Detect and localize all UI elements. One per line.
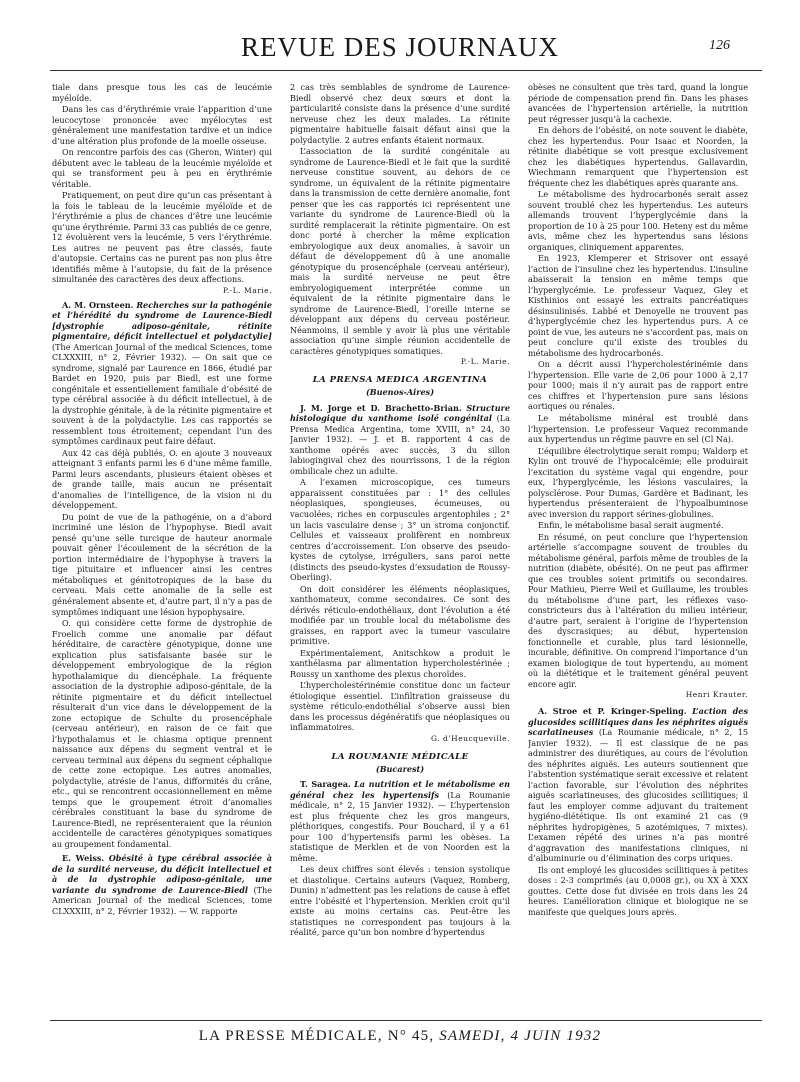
article-body: (La Prensa Medica Argentina, tome XVIII, n° 24, 30 Janvier 1932). — J. et B. rapportent 4 cas de xanthome opérés avec succès, 3 du sillon labiogingival chez des nourrissons, 1 de la région ombilicale chez un adulte. [290, 413, 510, 476]
article-title: La nutrition et le métabolisme en général chez les hypertensifs [290, 779, 510, 800]
column-3 [528, 82, 748, 1002]
signature: Henri Krauter. [685, 690, 748, 700]
paragraph: Aux 42 cas déjà publiés, O. en ajoute 3 nouveaux atteignant 3 enfants parmi les 6 d’une même famille. Parmi leurs ascendants, plusieurs étaient obèses et de grande taille, mais aucun ne présentait d’anomalies de l’intelligence, de la vision ni du développement. [52, 447, 272, 511]
footer-rule [50, 1020, 762, 1021]
article-author: A. M. Ornsteen. [62, 299, 134, 310]
article-weiss [52, 853, 272, 916]
section-heading: LA ROUMANIE MÉDICALE [331, 751, 469, 762]
article-ornsteen [52, 300, 272, 447]
paragraph: Le métabolisme minéral est troublé dans l’hypertension. Le professeur Vaquez recommande aux hypertendus un régime pauvre en sel (Cl Na). [528, 412, 748, 445]
paragraph: L’association de la surdité congénitale au syndrome de Laurence-Biedl et le fait que la surdité nerveuse constitue souvent, au dehors de ce syndrome, un équivalent de la rétinite pigmentaire dans la transmission de cette dernière anomalie, font penser que les cas rapportés ici représentent une variante du syndrome de Laurence-Biedl où la surdité remplacerait la rétinite pigmentaire. On est donc porté à chercher la même explication embryologique aux deux anomalies, à savoir un défaut de développement dû à une anomalie génotypique du prosencéphale (cerveau antérieur), mais la surdité nerveuse ne peut être embryologiquement interprétée comme un équivalent de la rétinite pigmentaire dans le syndrome de Laurence-Biedl, l’oreille interne se développant aux dépens du cerveau postérieur. Néanmoins, il semble y avoir là plus une véritable association qu’une simple réunion accidentelle de caractères génotypiques somatiques. [290, 146, 510, 356]
paragraph: Enfin, le métabolisme basal serait augmenté. [538, 520, 724, 531]
article-title: Recherches sur la pathogénie et l’hérédité du syndrome de Laurence-Biedl [dystrophie adiposo-génitale, rétinite pigmentaire, déficit intellectuel et polydactylie] [52, 299, 272, 342]
paragraph: Le métabolisme des hydrocarbonés serait assez souvent troublé chez les hypertendus. Les auteurs allemands trouvent l’hyperglycémie dans la proportion de 10 à 25 pour 100. Heteny est du même avis, même chez les hypertendus sans lésions organiques, cliniquement apparentes. [528, 189, 748, 252]
paragraph: En 1923, Klemperer et Strisover ont essayé l’action de l’insuline chez les hypertendus. L’insuline abaisserait la tension en même temps que l’hyperglycémie. Le professeur Vaquez, Gley et Kisthinios ont essayé les extraits pancréatiques désinsulinisés. Labbé et Denoyelle ne trouvent pas d’hyperglycémie chez les hypertendus purs. A ce point de vue, les auteurs ne s’accordent pas, mais on peut conclure qu’il existe des troubles du métabolisme des hydrocarbonés. [528, 253, 748, 358]
paragraph: Les deux chiffres sont élevés : tension systolique et diastolique. Certains auteurs (Vaquez, Romberg, Dunin) n’admettent pas les relations de cause à effet entre l’obésité et l’hypertension. Merklen croit qu’il existe au moins certains cas. Peut-être les statistiques ne correspondent pas toujours à la réalité, parce qu’un bon nombre d’hypertendus [290, 864, 510, 938]
paragraph: O. qui considère cette forme de dystrophie de Froelich comme une anomalie par défaut héréditaire, de caractère génotypique, donne une explication plus satisfaisante basée sur le développement embryologique de la région hypothalamique du diencéphale. La fréquente association de la dystrophie adiposo-génitale, de la rétinite pigmentaire et du déficit intellectuel résulterait d’un vice dans le développement de la zone ectopique de Schulte du prosencéphale (cerveau antérieur), en raison de ce fait que l’hypothalamus et le chiasma optique prennent naissance aux dépens du segment ventral et le cerveau terminal aux dépens du segment céphalique de cette zone ectopique. Les autres anomalies, polydactylie, atrésie de l’anus, difformités du crâne, etc., qui se rencontrent occasionnellement en même temps que le groupement étroit d’anomalies cérébrales constituant la base du syndrome de Laurence-Biedl, ne représenteraient que la réunion accidentelle de caractères génotypiques somatiques au groupement fondamental. [52, 618, 272, 849]
section-subheading: (Buenos-Aires) [365, 387, 435, 398]
signature: P.-L. Marie. [460, 357, 510, 367]
article-author: E. Weiss. [62, 853, 105, 864]
paragraph: Du point de vue de la pathogénie, on a d’abord incriminé une lésion de l’hypophyse. Biedl avait pensé qu’une selle turcique de hauteur anormale pouvait gêner l’écoulement de la sécrétion de la portion intermédiaire de l’hypophyse à travers la tige pituitaire et influencer ainsi les centres métaboliques et génitotropiques de la base du cerveau. Mais cette anomalie de la selle est généralement absente et, d’autre part, il n’y a pas de symptômes indiquant une lésion hypophysaire. [52, 511, 272, 617]
paragraph: On rencontre parfois des cas (Gheron, Winter) qui débutent avec le tableau de la leucémie myéloïde et qui se transforment peu à peu en érythrémie véritable. [52, 147, 272, 189]
paragraph: 2 cas très semblables de syndrome de Laurence-Biedl observé chez deux sœurs et dont la particularité consiste dans la présence d’une surdité nerveuse chez les deux malades. La rétinite pigmentaire habituelle faisait défaut ainsi que la polydactylie. 2 autres enfants étaient normaux. [290, 82, 510, 145]
article-body: (The American Journal of the medical Sciences, tome CLXXXIII, n° 2, Février 1932). — W. rapporte [52, 884, 272, 916]
paragraph: A l’examen microscopique, ces tumeurs apparaissent constituées par : 1° des cellules néoplasiques, spongieuses, écumeuses, ou vacuolées, riches en corpuscules argentophiles ; 2° un lacis vasculaire dense ; 3° un stroma conjonctif. Cellules et vaisseaux prolifèrent en nombreux centres d’accroissement. L’on observe des pseudo-kystes de cytolyse, irréguliers, sans paroi nette (distincts des pseudo-kystes d’exsudation de Roussy-Oberling). [290, 477, 510, 583]
section-subheading: (Bucarest) [375, 763, 425, 774]
paragraph: obèses ne consultent que très tard, quand la longue période de compensation prend fin. Dans les phases avancées de l’hypertension artérielle, la nutrition peut régresser jusqu’à la cachexie. [528, 82, 748, 124]
signature: G. d’Heucqueville. [430, 733, 510, 743]
page-footer [40, 1028, 760, 1045]
article-body: (The American Journal of the medical Sciences, tome CLXXXIII, n° 2, Février 1932). — On sait que ce syndrome, signalé par Laurence en 1866, étudié par Bardet en 1920, puis par Biedl, est une forme congénitale et essentiellement familiale d’obésité de type cérébral associée à du déficit intellectuel, à de la dystrophie génitale, à de la rétinite pigmentaire et souvent à de la polydactylie. Les cas rapportés se ressemblent tous étroitement; cependant l’un des symptômes cardinaux peut faire défaut. [52, 341, 272, 447]
article-author: T. Saragea. [300, 779, 351, 790]
article-author: J. M. Jorge et D. Brachetto-Brian. [300, 402, 462, 413]
column-2 [290, 82, 510, 1002]
article-stroe [528, 706, 748, 864]
article-saragea [290, 779, 510, 863]
article-title: Structure histologique du xanthome isolé congénital [290, 402, 510, 424]
signature: P.-L. Marie. [222, 285, 272, 295]
paragraph: Ils ont employé les glucosides scillitiques à petites doses : 2-3 comprimés (au 0,0008 gr.), ou XX à XXX gouttes. Cette dose fut divisée en trois dans les 24 heures. L’amélioration clinique et biologique ne se manifeste que quelques jours après. [528, 864, 748, 917]
article-author: A. Stroe et P. Kringer-Speling. [538, 706, 687, 717]
article-body: (La Roumanie médicale, n° 2, 15 Janvier 1932). — Il est classique de ne pas administrer des diurétiques, au cours de l’évolution des néphrites aiguës. Les auteurs soutiennent que l’abstention systématique serait excessive et relatent l’action favorable, sur l’évolution des néphrites aiguës scarlatineuses, des glucosides scillitiques; il faut les employer comme adjuvant du traitement hygiéno-diététique. Ils ont examiné 21 cas (9 néphrites hydropigènes, 5 azotémiques, 7 mixtes). L’examen répété des urines n’a pas montré d’aggravation des manifestations cliniques, ni d’albuminurie ou d’élimination des corps uriques. [528, 727, 748, 864]
section-heading: LA PRENSA MEDICA ARGENTINA [312, 375, 488, 386]
page-number: 126 [709, 38, 730, 53]
article-title: L’action des glucosides scillitiques dans les néphrites aiguës scarlatineuses [528, 706, 748, 738]
paragraph: En dehors de l’obésité, on note souvent le diabète, chez les hypertendus. Pour Isaac et Noorden, la rétinite diabétique se voit presque exclusivement chez les diabétiques hypertendus. Gallavardin, Wiechmann remarquent que l’hypertension est fréquente chez les diabétiques après quarante ans. [528, 125, 748, 188]
article-body: (La Roumanie médicale, n° 2, 15 Janvier 1932). — L’hypertension est plus fréquente chez les gros mangeurs, pléthoriques, congestifs. Pour Bouchard, il y a 61 pour 100 d’hypertensifs parmi les obèses. La statistique de Merklen et de von Noorden est la même. [290, 789, 510, 863]
footer-date: SAMEDI, 4 JUIN 1932 [439, 1028, 602, 1044]
paragraph: tiale dans presque tous les cas de leucémie myéloïde. [52, 82, 272, 103]
paragraph: Dans les cas d’érythrémie vraie l’apparition d’une leucocytose prononcée avec myélocytes est généralement une manifestation tardive et un indice d’une altération plus profonde de la moelle osseuse. [52, 104, 272, 146]
paragraph: Expérimentalement, Anitschkow a produit le xanthélasma par alimentation hypercholestérinée ; Roussy un xanthome des plexus choroïdes. [290, 647, 510, 679]
footer-journal: LA PRESSE MÉDICALE, N° 45, [198, 1028, 435, 1044]
paragraph: On doit considérer les éléments néoplasiques, xanthomateux, comme secondaires. Ce sont des dérivés réticulo-endothéliaux, dont l’évolution a été modifiée par un trouble local du métabolisme des graisses, en rapport avec la tumeur vasculaire primitive. [290, 583, 510, 647]
header-rule [50, 70, 762, 71]
paragraph: L’hypercholestérinémie constitue donc un facteur étiologique essentiel. L’infiltration graisseuse du système réticulo-endothélial s’observe aussi bien dans les processus dégénératifs que néoplasiques ou inflammatoires. [290, 680, 510, 733]
article-jorge [290, 403, 510, 477]
page-title: REVUE DES JOURNAUX [240, 32, 559, 62]
page-header [0, 30, 800, 64]
column-1 [52, 82, 272, 1002]
paragraph: En résumé, on peut conclure que l’hypertension artérielle s’accompagne souvent de troubles du métabolisme général, parfois même de troubles de la nutrition (diabète, obésité). On ne peut pas affirmer que ces troubles soient primitifs ou secondaires. Pour Mathieu, Pierre Weil et Guillaume, les troubles du métabolisme d’une part, les réflexes vaso-constricteurs dus à l’altération du milieu intérieur, d’autre part, seraient à l’origine de l’hypertension des dyscrasiques; au début, hypertension fonctionnelle et curable, plus tard lésionnelle, incurable, définitive. On comprend l’importance d’un examen biologique de tout hypertendu, au moment où la diététique et le traitement général peuvent encore agir. [528, 531, 748, 689]
article-title: Obésité à type cérébral associée à de la surdité nerveuse, du déficit intellectuel et à de la dystrophie adiposo-génitale, une variante du syndrome de Laurence-Biedl [52, 853, 272, 895]
paragraph: Pratiquement, on peut dire qu’un cas présentant à la fois le tableau de la leucémie myéloïde et de l’érythrémie a plus de chances d’être une leucémie qu’une érythrémie. Parmi 33 cas publiés de ce genre, 12 évoluèrent vers la leucémie, 5 vers l’érythrémie. Les autres ne peuvent pas être classés, faute d’autopsie. Certains cas ne purent pas non plus être identifiés même à l’autopsie, du fait de la présence simultanée des caractères des deux affections. [52, 190, 272, 285]
paragraph: On a décrit aussi l’hypercholestérinémie dans l’hypertension. Elle varie de 2,06 pour 1000 à 2,17 pour 1000; mais il n’y aurait pas de rapport entre ces chiffres et l’hypertension pure sans lésions aortiques ou rénales. [528, 359, 748, 412]
paragraph: L’équilibre électrolytique serait rompu; Waldorp et Kylin ont trouvé de l’hypocalcémie; elle produirait l’excitation du système vagal qui engendre, pour eux, l’hyperglycémie, les lésions vasculaires, la polysclérose. Pour Dumas, Gardère et Badinant, les hypertendus présenteraient de l’hypoalbuminose avec inversion du rapport sérines-globulines. [528, 445, 748, 519]
